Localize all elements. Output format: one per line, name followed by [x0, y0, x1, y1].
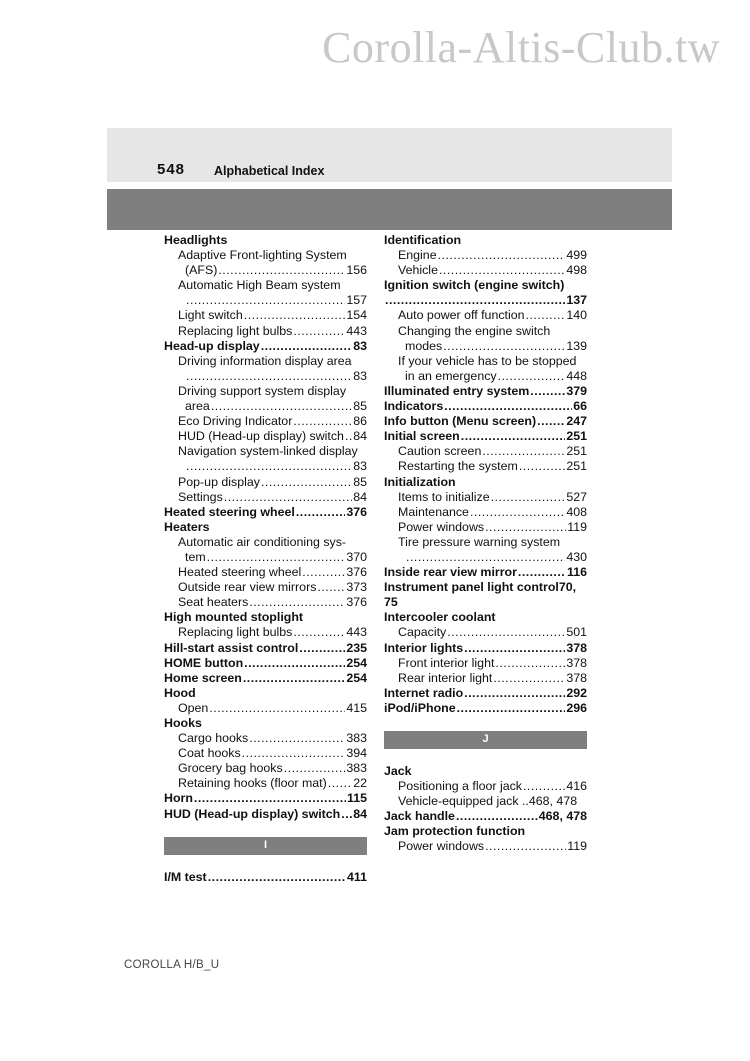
- dot-leader: [464, 686, 565, 701]
- dot-leader: [491, 490, 566, 505]
- entry-text: Grocery bag hooks: [178, 761, 283, 776]
- entry-text: Cargo hooks: [178, 731, 249, 746]
- entry-text: Hooks: [164, 716, 202, 730]
- index-entry: [164, 791, 367, 806]
- entry-text: Info button (Menu screen): [384, 414, 537, 429]
- page-reference: 379: [566, 383, 587, 398]
- index-subentry: [384, 625, 587, 640]
- index-entry: [164, 610, 367, 625]
- index-subentry: [384, 656, 587, 671]
- entry-text: Rear interior light: [398, 670, 493, 685]
- page-reference: 119: [567, 519, 587, 534]
- letter-section-header: J: [384, 731, 587, 749]
- index-entry: [164, 505, 367, 520]
- index-entry: [384, 595, 587, 610]
- index-entry: [164, 807, 367, 822]
- index-entry: [384, 429, 587, 444]
- index-entry: [384, 278, 587, 293]
- dot-leader: [495, 656, 565, 671]
- page-reference: 376: [346, 595, 367, 610]
- page-reference: 22: [353, 776, 367, 791]
- dot-leader: [438, 248, 566, 263]
- page-reference: 378: [566, 670, 587, 685]
- page-reference: 83: [353, 368, 367, 383]
- entry-text: iPod/iPhone: [384, 700, 456, 715]
- index-subentry: [384, 263, 587, 278]
- entry-text: Automatic air conditioning sys-: [178, 534, 347, 549]
- entry-text: Vehicle-equipped jack ..468, 478: [398, 794, 578, 809]
- page-reference: 378: [566, 640, 587, 655]
- page-reference: 137: [566, 293, 587, 308]
- index-subentry: [164, 308, 367, 323]
- entry-text: Ignition switch (engine switch): [384, 278, 565, 293]
- dot-leader: [485, 520, 566, 535]
- entry-text: HOME button: [164, 655, 244, 670]
- entry-text: Headlights: [164, 233, 228, 247]
- dot-leader: [439, 263, 565, 278]
- entry-text: Tire pressure warning system: [398, 534, 561, 549]
- entry-text: Illuminated entry system: [384, 383, 530, 398]
- page-reference: 116: [567, 565, 587, 580]
- entry-text: Initial screen: [384, 429, 460, 444]
- page-number: 548: [157, 161, 186, 178]
- entry-text: HUD (Head-up display) switch: [178, 429, 344, 444]
- index-entry: [384, 475, 587, 490]
- index-entry: [384, 384, 587, 399]
- dot-leader: [293, 625, 345, 640]
- dot-leader: [523, 779, 565, 794]
- index-entry: [384, 293, 587, 308]
- dot-leader: [456, 809, 538, 824]
- watermark-text: Corolla-Altis-Club.tw: [322, 23, 720, 72]
- dot-leader: [207, 550, 346, 565]
- index-subentry: [384, 550, 587, 565]
- entry-text: If your vehicle has to be stopped: [398, 353, 577, 368]
- entry-text: Head-up display: [164, 338, 260, 353]
- index-subentry: [164, 399, 367, 414]
- dot-leader: [482, 444, 565, 459]
- page-reference: 247: [566, 414, 587, 429]
- page-reference: 443: [346, 625, 367, 640]
- page-reference: 254: [346, 670, 367, 685]
- index-subentry: [164, 776, 367, 791]
- entry-text: Caution screen: [398, 444, 482, 459]
- page-reference: 84: [353, 489, 367, 504]
- page-reference: 383: [346, 731, 367, 746]
- index-subentry: [384, 444, 587, 459]
- entry-text: Driving information display area: [178, 353, 352, 368]
- page-reference: 394: [346, 746, 367, 761]
- entry-text: Positioning a floor jack: [398, 779, 522, 794]
- index-entry: [384, 580, 587, 595]
- index-subentry: [164, 731, 367, 746]
- index-entry: [164, 233, 367, 248]
- entry-text: Driving support system display: [178, 383, 347, 398]
- dot-leader: [211, 399, 352, 414]
- dot-leader: [186, 369, 352, 384]
- entry-text: Engine: [398, 248, 437, 263]
- index-subentry: [384, 308, 587, 323]
- index-subentry: [384, 369, 587, 384]
- dot-leader: [261, 339, 353, 354]
- index-subentry: [164, 354, 367, 369]
- index-subentry: [164, 701, 367, 716]
- section-title: Alphabetical Index: [214, 164, 325, 178]
- dot-leader: [208, 870, 346, 885]
- index-subentry: [164, 535, 367, 550]
- index-subentry: [164, 324, 367, 339]
- entry-text: Capacity: [398, 625, 447, 640]
- page-reference: 85: [353, 474, 367, 489]
- page-reference: 235: [346, 640, 367, 655]
- entry-text: Power windows: [398, 519, 485, 534]
- dot-leader: [244, 308, 346, 323]
- page-reference: 498: [566, 263, 587, 278]
- index-subentry: [384, 671, 587, 686]
- index-entry: [164, 870, 367, 885]
- entry-text: Seat heaters: [178, 595, 249, 610]
- spacer: [384, 749, 587, 764]
- entry-text: Jack handle: [384, 809, 455, 824]
- letter-section-header: I: [164, 837, 367, 855]
- index-subentry: [164, 369, 367, 384]
- index-entry: [164, 671, 367, 686]
- index-subentry: [384, 794, 587, 809]
- entry-text: Navigation system-linked display: [178, 444, 358, 459]
- entry-text: in an emergency: [405, 368, 497, 383]
- page-reference: 154: [346, 308, 367, 323]
- entry-text: tem: [185, 549, 206, 564]
- page-reference: 376: [346, 504, 367, 519]
- entry-text: Light switch: [178, 308, 243, 323]
- index-entry: [384, 641, 587, 656]
- entry-text: Heaters: [164, 519, 210, 534]
- dot-leader: [218, 263, 345, 278]
- index-subentry: [164, 565, 367, 580]
- index-entry: [384, 565, 587, 580]
- dot-leader: [345, 429, 352, 444]
- dot-leader: [249, 595, 345, 610]
- entry-text: Vehicle: [398, 263, 438, 278]
- index-entry: [164, 520, 367, 535]
- index-entry: [384, 686, 587, 701]
- entry-text: Initialization: [384, 474, 456, 489]
- entry-text: modes: [405, 338, 443, 353]
- index-entry: [384, 764, 587, 779]
- entry-text: Eco Driving Indicator: [178, 414, 293, 429]
- dot-leader: [328, 776, 352, 791]
- dot-leader: [243, 671, 345, 686]
- index-entry: [384, 414, 587, 429]
- dot-leader: [464, 641, 565, 656]
- page-reference: 527: [566, 489, 587, 504]
- index-entry: [384, 824, 587, 839]
- entry-text: Auto power off function: [398, 308, 525, 323]
- index-subentry: [384, 490, 587, 505]
- entry-text: Jack: [384, 764, 412, 778]
- page-reference: 140: [566, 308, 587, 323]
- index-subentry: [164, 761, 367, 776]
- entry-text: Interior lights: [384, 640, 464, 655]
- dot-leader: [261, 475, 352, 490]
- dot-leader: [249, 731, 345, 746]
- entry-text: Horn: [164, 791, 193, 806]
- page-reference: 251: [566, 444, 587, 459]
- page-reference: 448: [566, 368, 587, 383]
- header-divider-band: [107, 189, 672, 230]
- dot-leader: [385, 293, 565, 308]
- index-entry: [384, 610, 587, 625]
- index-entry: [164, 339, 367, 354]
- dot-leader: [493, 671, 565, 686]
- entry-text: Open: [178, 700, 209, 715]
- page-reference: 468, 478: [538, 809, 587, 824]
- entry-text: Retaining hooks (floor mat): [178, 776, 327, 791]
- dot-leader: [194, 791, 346, 806]
- page-reference: 251: [566, 459, 587, 474]
- entry-text: Adaptive Front-lighting System: [178, 248, 347, 263]
- entry-text: 75: [384, 595, 398, 610]
- dot-leader: [519, 459, 565, 474]
- dot-leader: [244, 656, 345, 671]
- index-subentry: [164, 248, 367, 263]
- entry-text: Pop-up display: [178, 474, 260, 489]
- entry-text: Jam protection function: [384, 824, 526, 839]
- page-reference: 84: [353, 429, 367, 444]
- index-subentry: [384, 535, 587, 550]
- entry-text: Indicators: [384, 399, 444, 414]
- index-subentry: [384, 339, 587, 354]
- index-subentry: [164, 429, 367, 444]
- dot-leader: [299, 641, 345, 656]
- entry-text: Front interior light: [398, 655, 495, 670]
- index-subentry: [384, 459, 587, 474]
- entry-text: Home screen: [164, 670, 242, 685]
- page-reference: 411: [347, 869, 367, 884]
- dot-leader: [461, 429, 566, 444]
- page-reference: 416: [566, 779, 587, 794]
- entry-text: Coat hooks: [178, 746, 241, 761]
- entry-text: area: [185, 399, 210, 414]
- dot-leader: [443, 339, 565, 354]
- page-reference: 373: [346, 580, 367, 595]
- entry-text: HUD (Head-up display) switch: [164, 806, 341, 821]
- page-reference: 115: [347, 791, 367, 806]
- index-entry: [164, 716, 367, 731]
- dot-leader: [209, 701, 345, 716]
- index-subentry: [164, 625, 367, 640]
- index-subentry: [384, 354, 587, 369]
- index-entry: [164, 656, 367, 671]
- index-subentry: [164, 278, 367, 293]
- page-reference: 119: [567, 839, 587, 854]
- index-subentry: [164, 550, 367, 565]
- dot-leader: [530, 384, 565, 399]
- entry-text: Power windows: [398, 839, 485, 854]
- page-reference: 66: [573, 399, 587, 414]
- dot-leader: [406, 550, 565, 565]
- page-reference: 292: [566, 685, 587, 700]
- index-subentry: [164, 459, 367, 474]
- entry-text: Hill-start assist control: [164, 640, 299, 655]
- dot-leader: [296, 505, 345, 520]
- dot-leader: [470, 505, 565, 520]
- index-column-right: [384, 233, 587, 855]
- footer-model-code: COROLLA H/B_U: [124, 959, 220, 971]
- entry-text: Heated steering wheel: [178, 565, 302, 580]
- dot-leader: [457, 701, 566, 716]
- index-entry: [384, 399, 587, 414]
- entry-text: Inside rear view mirror: [384, 565, 517, 580]
- dot-leader: [186, 459, 352, 474]
- entry-text: Changing the engine switch: [398, 323, 551, 338]
- page-reference: 157: [346, 293, 367, 308]
- index-subentry: [164, 384, 367, 399]
- index-subentry: [164, 490, 367, 505]
- entry-text: Maintenance: [398, 504, 469, 519]
- entry-text: Restarting the system: [398, 459, 518, 474]
- entry-text: Hood: [164, 685, 196, 700]
- dot-leader: [526, 308, 566, 323]
- dot-leader: [293, 414, 352, 429]
- index-subentry: [384, 839, 587, 854]
- index-subentry: [164, 414, 367, 429]
- dot-leader: [293, 324, 345, 339]
- index-subentry: [164, 746, 367, 761]
- index-subentry: [164, 293, 367, 308]
- entry-text: Intercooler coolant: [384, 610, 496, 625]
- page-reference: 499: [566, 248, 587, 263]
- page-reference: 378: [566, 655, 587, 670]
- entry-text: Items to initialize: [398, 489, 490, 504]
- index-subentry: [384, 248, 587, 263]
- index-subentry: [164, 580, 367, 595]
- index-subentry: [384, 324, 587, 339]
- spacer: [164, 855, 367, 870]
- page-reference: 415: [346, 700, 367, 715]
- index-column-left: [164, 233, 367, 885]
- page-reference: 408: [566, 504, 587, 519]
- page-reference: 156: [346, 263, 367, 278]
- page-reference: 83: [353, 459, 367, 474]
- dot-leader: [518, 565, 566, 580]
- entry-text: I/M test: [164, 869, 207, 884]
- dot-leader: [317, 580, 345, 595]
- page-reference: 83: [353, 338, 367, 353]
- index-entry: [164, 641, 367, 656]
- index-subentry: [384, 779, 587, 794]
- page-header: [107, 128, 672, 182]
- entry-text: Identification: [384, 233, 462, 247]
- dot-leader: [284, 761, 346, 776]
- entry-text: Settings: [178, 489, 223, 504]
- page-reference: 296: [566, 700, 587, 715]
- spacer: [164, 822, 367, 837]
- entry-text: Heated steering wheel: [164, 504, 295, 519]
- entry-text: Outside rear view mirrors: [178, 580, 317, 595]
- page-reference: 86: [353, 414, 367, 429]
- entry-text: Internet radio: [384, 685, 464, 700]
- entry-text: Replacing light bulbs: [178, 323, 293, 338]
- dot-leader: [242, 746, 346, 761]
- entry-text: High mounted stoplight: [164, 610, 304, 625]
- page-reference: 251: [566, 429, 587, 444]
- index-entry: [384, 809, 587, 824]
- page-reference: 139: [566, 338, 587, 353]
- dot-leader: [537, 414, 565, 429]
- dot-leader: [186, 293, 345, 308]
- page-reference: 254: [346, 655, 367, 670]
- index-subentry: [164, 444, 367, 459]
- dot-leader: [302, 565, 345, 580]
- page-reference: 84: [353, 806, 367, 821]
- page-reference: 443: [346, 323, 367, 338]
- dot-leader: [447, 625, 565, 640]
- index-subentry: [164, 595, 367, 610]
- index-entry: [164, 686, 367, 701]
- dot-leader: [224, 490, 352, 505]
- page-reference: 430: [566, 549, 587, 564]
- index-entry: [384, 701, 587, 716]
- dot-leader: [444, 399, 572, 414]
- entry-text: Instrument panel light control70,: [384, 580, 577, 595]
- index-subentry: [164, 475, 367, 490]
- index-subentry: [384, 505, 587, 520]
- entry-text: Automatic High Beam system: [178, 278, 341, 293]
- index-subentry: [384, 520, 587, 535]
- page-reference: 85: [353, 399, 367, 414]
- dot-leader: [485, 839, 566, 854]
- index-subentry: [164, 263, 367, 278]
- page-reference: 376: [346, 565, 367, 580]
- dot-leader: [341, 807, 352, 822]
- entry-text: (AFS): [185, 263, 218, 278]
- dot-leader: [498, 369, 566, 384]
- entry-text: Replacing light bulbs: [178, 625, 293, 640]
- page-reference: 370: [346, 549, 367, 564]
- page-reference: 501: [566, 625, 587, 640]
- index-entry: [384, 233, 587, 248]
- page-reference: 383: [346, 761, 367, 776]
- spacer: [384, 716, 587, 731]
